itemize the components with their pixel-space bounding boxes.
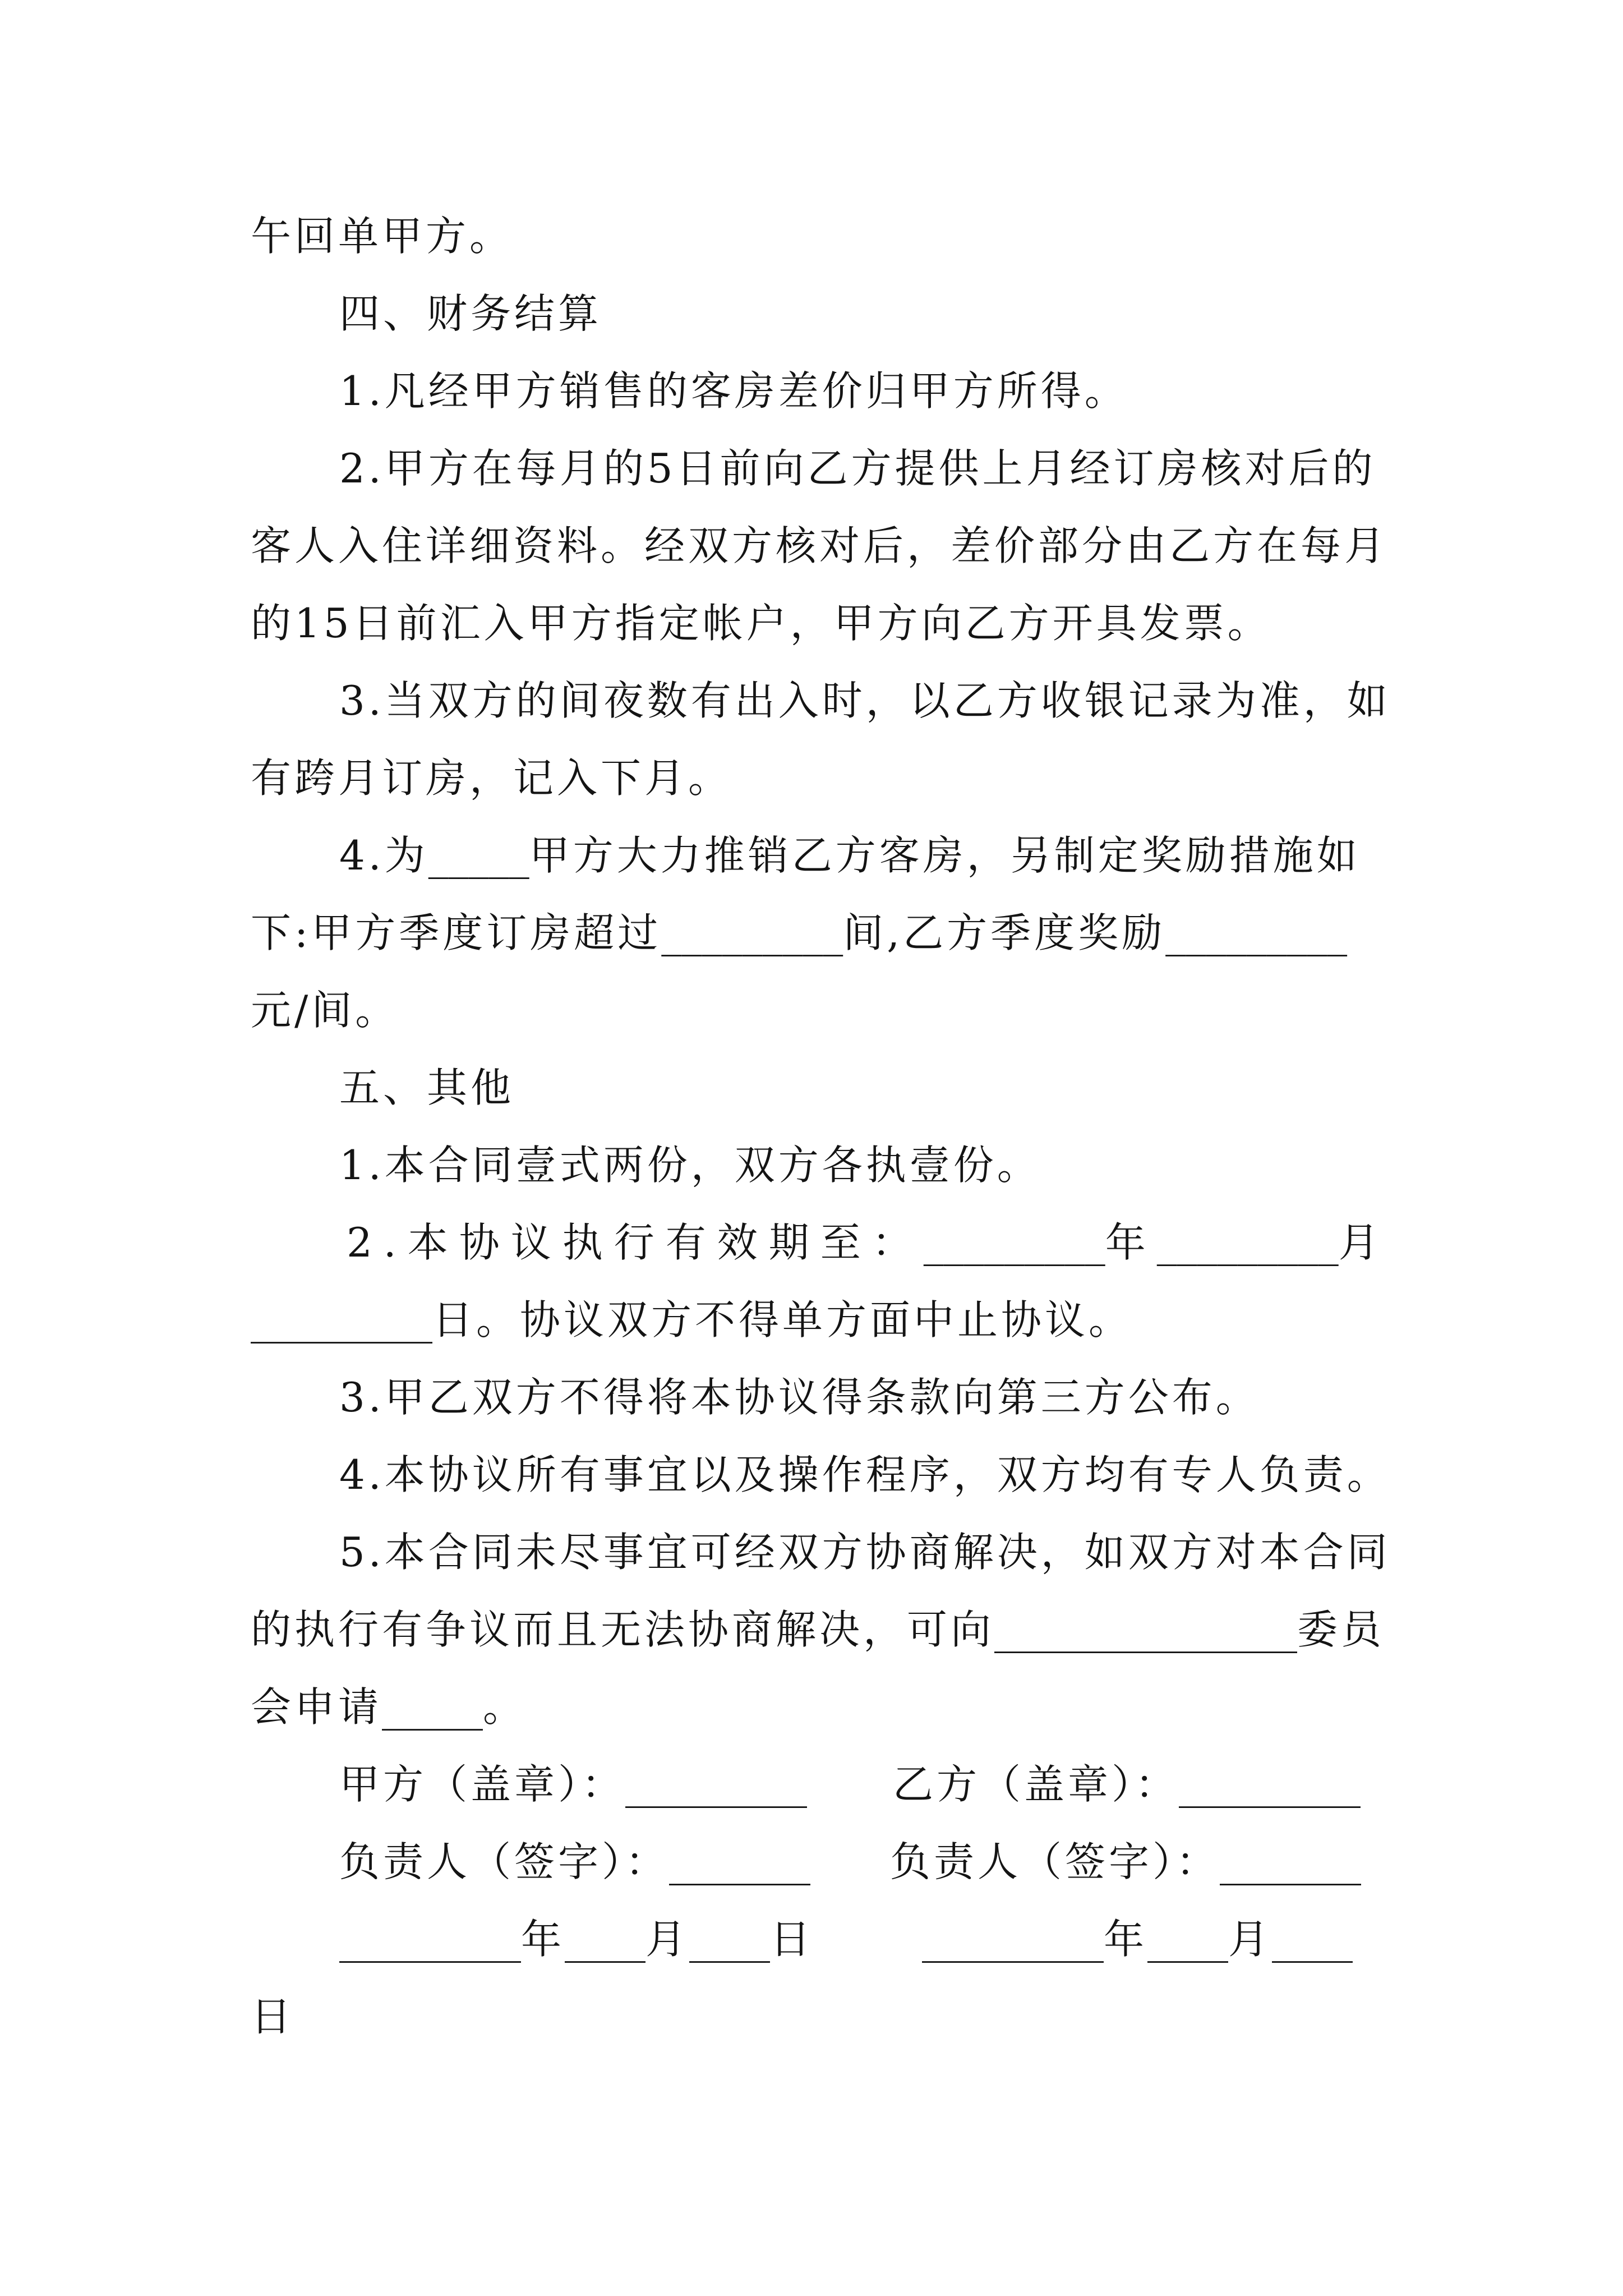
- clause-4-3: 3.当双方的间夜数有出入时，以乙方收银记录为准，如: [339, 677, 1391, 724]
- blank-fill-line: _______: [1220, 1838, 1362, 1885]
- clause-4-1: 1.凡经甲方销售的客房差价归甲方所得。: [339, 367, 1128, 415]
- blank-fill-line: _________: [1156, 1219, 1339, 1266]
- blank-fill-line: _________: [923, 1219, 1105, 1266]
- sign-row: [0, 1823, 1623, 1901]
- blank-fill-line: _________: [1179, 1761, 1361, 1808]
- clause-5-2-cont: _________日。协议双方不得单方面中止协议。: [251, 1296, 1133, 1343]
- section-heading: 五、其他: [339, 1064, 515, 1111]
- blank-fill-line: ____: [1272, 1916, 1353, 1963]
- clause-4-4: 4.为_____甲方大力推销乙方客房，另制定奖励措施如: [339, 832, 1361, 879]
- party-a-seal: 甲方（盖章）：_________: [339, 1761, 808, 1808]
- clause-5-5-cont: 的执行有争议而且无法协商解决，可向_______________委员: [251, 1606, 1385, 1653]
- blank-fill-line: _______________: [994, 1606, 1298, 1653]
- party-b-date: _________年____月____: [922, 1916, 1353, 1963]
- blank-fill-line: _________: [251, 1296, 432, 1343]
- blank-fill-line: _________: [339, 1916, 521, 1963]
- contract-body: [0, 197, 1623, 2055]
- clause-5-3: 3.甲乙双方不得将本协议得条款向第三方公布。: [339, 1374, 1260, 1421]
- section-other: [0, 1049, 1623, 1746]
- section-heading: 四、财务结算: [339, 290, 602, 337]
- clause-5-1: 1.本合同壹式两份，双方各执壹份。: [339, 1142, 1041, 1189]
- continuation-line: 午回单甲方。: [251, 213, 514, 260]
- clause-5-2: 2.本协议执行有效期至：_________年_________月: [347, 1219, 1390, 1266]
- clause-4-4-cont: 下:甲方季度订房超过_________间,乙方季度奖励_________: [251, 909, 1348, 956]
- clause-4-2: 2.甲方在每月的5日前向乙方提供上月经订房核对后的: [339, 445, 1376, 492]
- signature-block: [0, 1746, 1623, 2055]
- clause-4-2-cont: 客人入住详细资料。经双方核对后，差价部分由乙方在每月: [251, 522, 1389, 569]
- clause-5-4: 4.本协议所有事宜以及操作程序，双方均有专人负责。: [339, 1451, 1391, 1498]
- blank-fill-line: _________: [1165, 909, 1348, 956]
- clause-5-5: 5.本合同未尽事宜可经双方协商解决，如双方对本合同: [339, 1529, 1391, 1576]
- party-b-date-wrap: 日: [251, 1993, 295, 2040]
- clause-4-4-cont: 元/间。: [251, 987, 399, 1034]
- blank-fill-line: _____: [428, 832, 529, 879]
- blank-fill-line: _____: [382, 1683, 483, 1731]
- blank-fill-line: _________: [922, 1916, 1104, 1963]
- party-b-signatory: 负责人（签字）：_______: [890, 1838, 1362, 1885]
- date-row: [0, 1901, 1623, 1978]
- party-b-seal: 乙方（盖章）：_________: [893, 1761, 1361, 1808]
- party-a-signatory: 负责人（签字）：_______: [339, 1838, 811, 1885]
- clause-4-2-cont: 的15日前汇入甲方指定帐户，甲方向乙方开具发票。: [251, 600, 1271, 647]
- seal-row: [0, 1746, 1623, 1823]
- blank-fill-line: _______: [669, 1838, 811, 1885]
- party-a-date: _________年____月____日: [339, 1916, 814, 1963]
- blank-fill-line: ____: [689, 1916, 771, 1963]
- blank-fill-line: ____: [1147, 1916, 1229, 1963]
- blank-fill-line: _________: [661, 909, 843, 956]
- blank-fill-line: ____: [565, 1916, 646, 1963]
- blank-fill-line: _________: [625, 1761, 808, 1808]
- clause-4-3-cont: 有跨月订房，记入下月。: [251, 754, 732, 802]
- section-financial-settlement: [0, 275, 1623, 1049]
- clause-5-5-cont: 会申请_____。: [251, 1683, 527, 1731]
